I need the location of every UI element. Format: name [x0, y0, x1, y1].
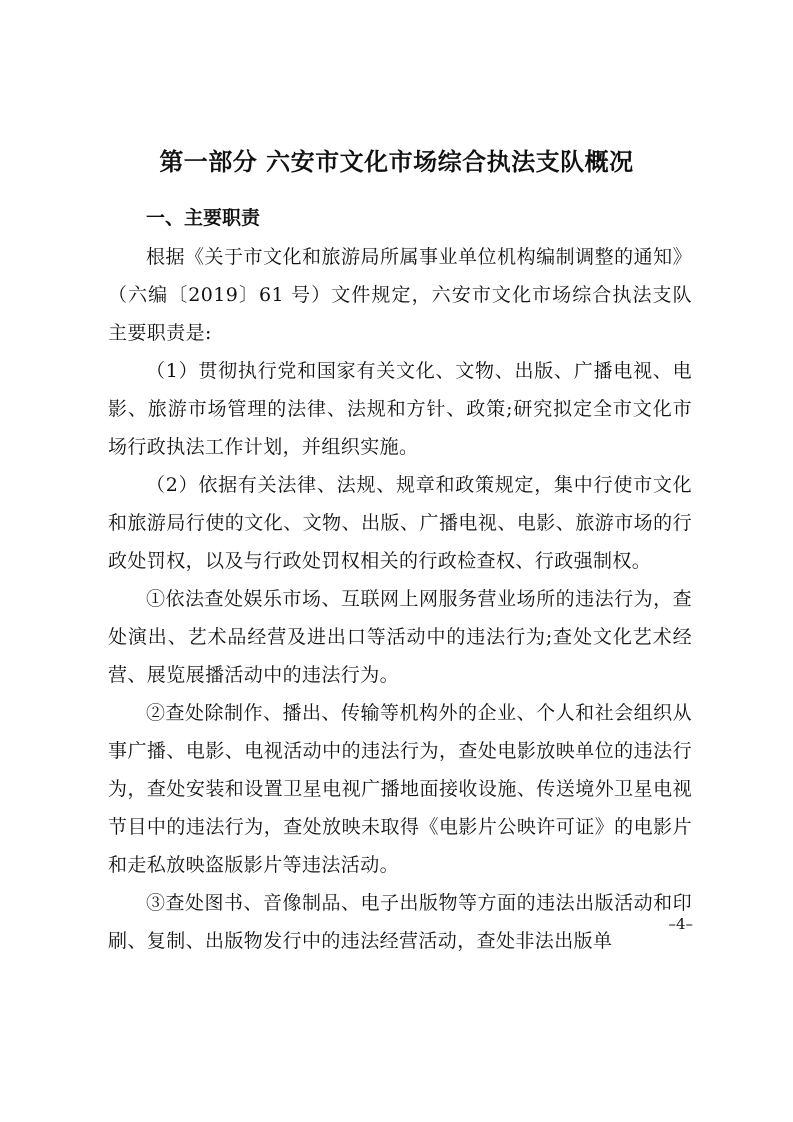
paragraph-item-3: ③查处图书、音像制品、电子出版物等方面的违法出版活动和印刷、复制、出版物发行中的违法经营活动，查处非法出版单: [108, 892, 692, 952]
paragraph-duty-2: （2）依据有关法律、法规、规章和政策规定，集中行使市文化和旅游局行使的文化、文物、出版、广播电视、电影、旅游市场的行政处罚权，以及与行政处罚权相关的行政检查权、行政强制权。: [108, 474, 692, 572]
paragraph-item-1: ①依法查处娱乐市场、互联网上网服务营业场所的违法行为，查处演出、艺术品经营及进出口等活动中的违法行为;查处文化艺术经营、展览展播活动中的违法行为。: [108, 588, 692, 686]
section-heading: 一、主要职责: [146, 207, 261, 229]
paragraph-duty-1: （1）贯彻执行党和国家有关文化、文物、出版、广播电视、电影、旅游市场管理的法律、法规和方针、政策;研究拟定全市文化市场行政执法工作计划，并组织实施。: [108, 360, 692, 458]
body-text: [108, 238, 692, 960]
paragraph-intro: 根据《关于市文化和旅游局所属事业单位机构编制调整的通知》（六编〔2019〕61 号）文件规定，六安市文化市场综合执法支队主要职责是:: [108, 246, 692, 344]
page-title: 第一部分 六安市文化市场综合执法支队概况: [159, 147, 634, 176]
paragraph-item-2: ②查处除制作、播出、传输等机构外的企业、个人和社会组织从事广播、电影、电视活动中的违法行为，查处电影放映单位的违法行为，查处安装和设置卫星电视广播地面接收设施、传送境外卫星电视节目中的违法行为，查处放映未取得《电影片公映许可证》的电影片和走私放映盗版影片等违法活动。: [108, 702, 692, 876]
page-number: –4–: [668, 915, 693, 933]
